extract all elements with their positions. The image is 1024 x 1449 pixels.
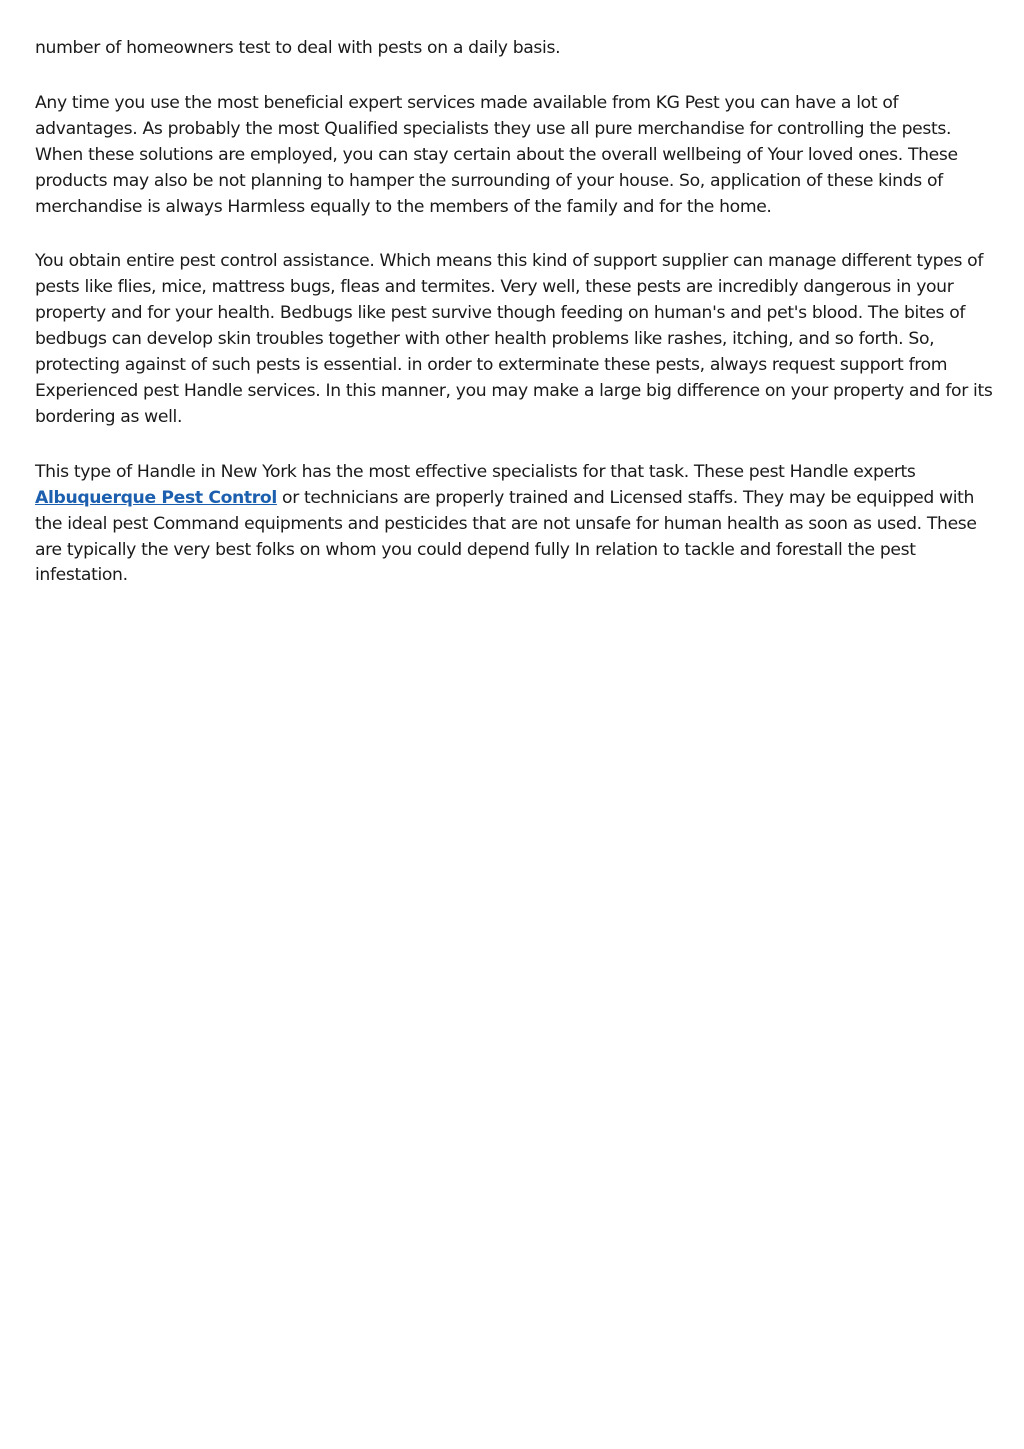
paragraph-4-text-after: or technicians are properly trained and Licensed staffs. They may be equipped with the ideal pest Command equipments and pesticides that are not unsafe for human health as soon as used. These are typically the very best folks on whom you could depend fully In relation to tackle and forestall the pest infestation. [35,487,977,586]
paragraph-2: Any time you use the most beneficial expert services made available from KG Pest you can have a lot of advantages. As probably the most Qualified specialists they use all pure merchandise for controlling the pests. When these solutions are employed, you can stay certain about the overall wellbeing of Your loved ones. These products may also be not planning to hamper the surrounding of your house. So, application of these kinds of merchandise is always Harmless equally to the members of the family and for the home. [35,92,958,217]
paragraph-4 [35,460,995,590]
paragraph-3: You obtain entire pest control assistance. Which means this kind of support supplier can manage different types of pests like flies, mice, mattress bugs, fleas and termites. Very well, these pests are incredibly dangerous in your property and for your health. Bedbugs like pest survive though feeding on human's and pet's blood. The bites of bedbugs can develop skin troubles together with other health problems like rashes, itching, and so forth. So, protecting against of such pests is essential. in order to exterminate these pests, always request support from Experienced pest Handle services. In this manner, you may make a large big difference on your property and for its bordering as well. [35,251,993,427]
albuquerque-pest-control-link[interactable]: Albuquerque Pest Control [35,487,277,508]
paragraph-1: number of homeowners test to deal with pests on a daily basis. [35,38,561,58]
document-body [35,36,995,618]
paragraph-4-text-before: This type of Handle in New York has the most effective specialists for that task. These pest Handle experts [35,461,916,482]
